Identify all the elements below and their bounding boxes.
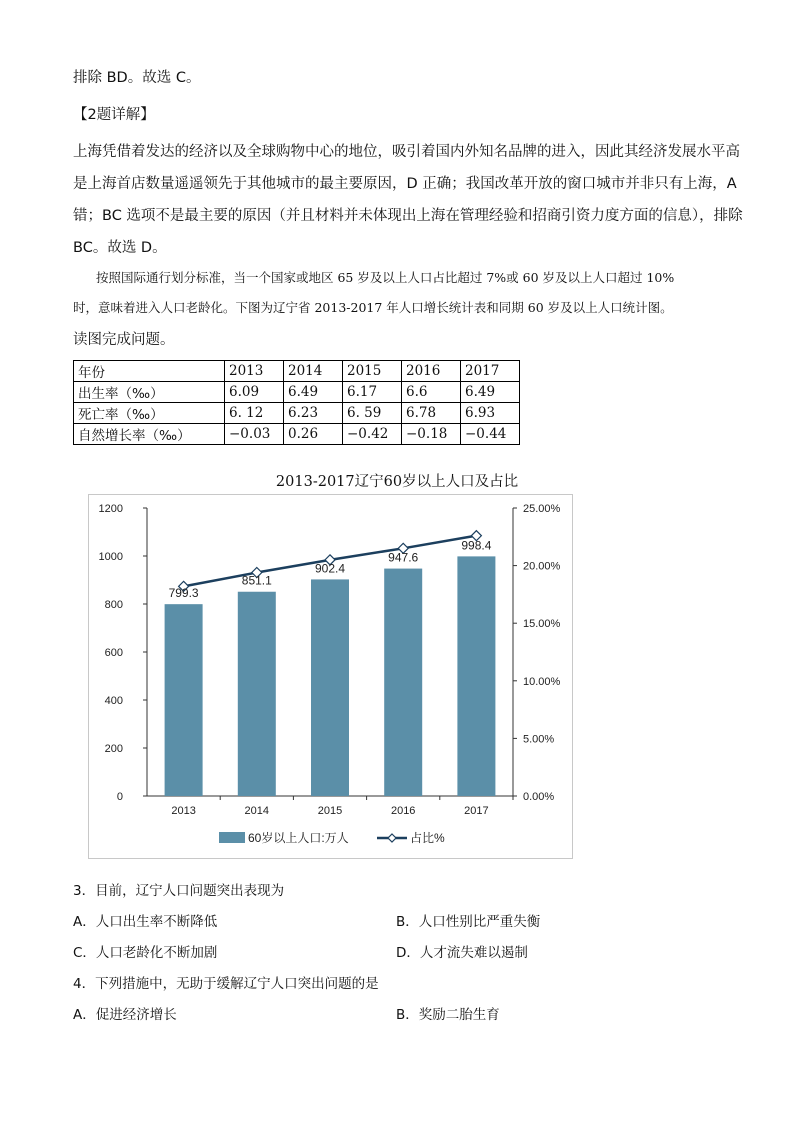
table-cell: 6.93 (461, 403, 520, 424)
chart-title: 2013-2017辽宁60岁以上人口及占比 (275, 474, 519, 490)
table-header-row (74, 361, 520, 382)
table-cell: −0.18 (402, 424, 461, 445)
legend-line-marker (388, 834, 396, 842)
table-cell: −0.42 (343, 424, 402, 445)
y-left-tick-label: 800 (104, 599, 123, 611)
table-cell: −0.03 (225, 424, 284, 445)
y-left-tick-label: 400 (104, 695, 123, 707)
intro-line: 读图完成问题。 (73, 332, 175, 348)
y-left-tick-label: 200 (104, 743, 123, 755)
table-cell: 6.78 (402, 403, 461, 424)
table-cell: 6.49 (461, 382, 520, 403)
bar-data-label: 947.6 (388, 550, 419, 565)
paragraph-line: 错；BC 选项不是最主要的原因（并且材料并未体现出上海在管理经验和招商引资力度方面的信息），排除 (73, 208, 743, 224)
table-cell: 自然增长率（‰） (74, 424, 225, 445)
y-left-tick-label: 0 (116, 791, 123, 803)
table-row (74, 382, 520, 403)
table-cell: 6.09 (225, 382, 284, 403)
x-tick-label: 2016 (390, 805, 416, 817)
option-3a: A．人口出生率不断降低 (73, 914, 218, 930)
bar (311, 579, 349, 796)
section-heading: 【2题详解】 (73, 107, 155, 123)
y-right-tick-label: 10.00% (523, 675, 561, 688)
y-right-tick-label: 15.00% (523, 618, 561, 631)
x-tick-label: 2017 (464, 805, 489, 817)
bar-data-label: 851.1 (241, 573, 272, 588)
table-header-cell: 2015 (343, 361, 402, 382)
population-table (73, 360, 520, 445)
population-chart (89, 495, 572, 858)
table-cell: 6. 59 (343, 403, 402, 424)
legend-bar-label: 60岁以上人口:万人 (248, 831, 349, 845)
paragraph-line: 是上海首店数量遥遥领先于其他城市的最主要原因，D 正确；我国改革开放的窗口城市并非只有上海，A (73, 176, 737, 192)
intro-line: 时，意味着进入人口老龄化。下图为辽宁省 2013-2017 年人口增长统计表和同期 60 岁及以上人口统计图。 (73, 300, 673, 315)
y-left-tick-label: 1000 (98, 551, 123, 563)
table-cell: 0.26 (284, 424, 343, 445)
intro-line: 按照国际通行划分标准，当一个国家或地区 65 岁及以上人口占比超过 7%或 60 岁及以上人口超过 10% (96, 270, 675, 285)
y-right-tick-label: 0.00% (523, 791, 555, 803)
bar-data-label: 799.3 (168, 586, 199, 601)
table-cell: 6.17 (343, 382, 402, 403)
table-header-cell: 2017 (461, 361, 520, 382)
y-left-tick-label: 600 (104, 647, 123, 659)
chart-frame (88, 494, 573, 859)
table-row (74, 403, 520, 424)
question-4: 4．下列措施中，无助于缓解辽宁人口突出问题的是 (73, 976, 379, 992)
y-right-tick-label: 5.00% (523, 733, 555, 746)
bar (457, 556, 495, 796)
bar-data-label: 902.4 (314, 561, 346, 576)
option-3c: C．人口老龄化不断加剧 (73, 945, 218, 961)
option-4a: A．促进经济增长 (73, 1007, 177, 1023)
table-cell: 6.6 (402, 382, 461, 403)
y-right-tick-label: 20.00% (523, 560, 561, 573)
table-cell: 6.49 (284, 382, 343, 403)
option-4b: B．奖励二胎生育 (396, 1007, 500, 1023)
table-cell: 死亡率（‰） (74, 403, 225, 424)
table-cell: 出生率（‰） (74, 382, 225, 403)
bar (238, 592, 276, 796)
x-tick-label: 2015 (317, 805, 343, 817)
x-tick-label: 2014 (244, 805, 270, 817)
table-header-cell: 2016 (402, 361, 461, 382)
paragraph-line: 上海凭借着发达的经济以及全球购物中心的地位，吸引着国内外知名品牌的进入，因此其经济发展水平高 (73, 144, 740, 160)
table-row (74, 424, 520, 445)
legend-line-label: 占比% (410, 831, 445, 845)
answer-line: 排除 BD。故选 C。 (73, 70, 201, 86)
table-header-cell: 年份 (74, 361, 225, 382)
y-right-tick-label: 25.00% (523, 503, 561, 515)
bar (384, 569, 422, 796)
paragraph-line: BC。故选 D。 (73, 240, 167, 256)
x-tick-label: 2013 (171, 805, 196, 817)
table-cell: −0.44 (461, 424, 520, 445)
bar (165, 604, 203, 796)
option-3d: D．人才流失难以遏制 (396, 945, 528, 961)
legend-bar-swatch (219, 832, 245, 843)
table-cell: 6. 12 (225, 403, 284, 424)
table-cell: 6.23 (284, 403, 343, 424)
bar-data-label: 998.4 (461, 538, 492, 553)
table-header-cell: 2014 (284, 361, 343, 382)
question-3: 3．目前，辽宁人口问题突出表现为 (73, 883, 285, 899)
option-3b: B．人口性别比严重失衡 (396, 914, 541, 930)
y-left-tick-label: 1200 (98, 503, 123, 515)
table-header-cell: 2013 (225, 361, 284, 382)
